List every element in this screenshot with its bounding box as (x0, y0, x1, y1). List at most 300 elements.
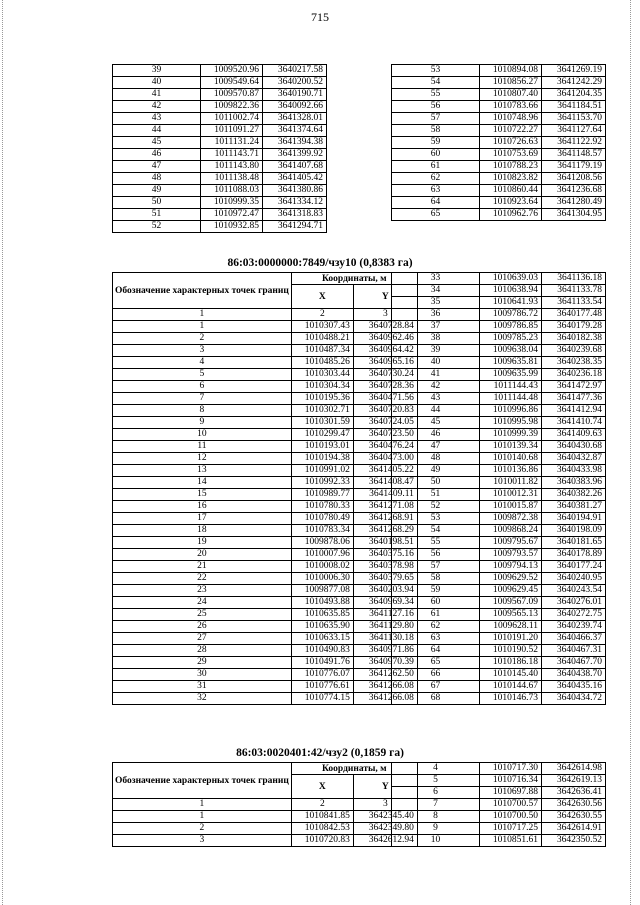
point-number: 35 (392, 297, 480, 309)
table-row (113, 345, 418, 357)
y-coordinate: 3641184.51 (542, 101, 606, 113)
table-row (392, 453, 606, 465)
point-number: 8 (113, 405, 292, 417)
x-coordinate: 1009795.67 (480, 537, 542, 549)
x-coordinate: 1010962.76 (480, 209, 542, 221)
table-row (113, 441, 418, 453)
designation-header: Обозначение характерных точек границ (113, 763, 292, 799)
table-row (392, 405, 606, 417)
point-number: 6 (392, 787, 480, 799)
point-number: 57 (392, 113, 480, 125)
point-number: 59 (392, 137, 480, 149)
table-row (392, 369, 606, 381)
y-coordinate: 3641318.83 (263, 209, 327, 221)
table-row (113, 149, 327, 161)
table-row (392, 137, 606, 149)
x-coordinate: 1011144.48 (480, 393, 542, 405)
y-coordinate: 3640378.98 (353, 561, 417, 573)
table-row (392, 489, 606, 501)
x-coordinate: 1009872.38 (480, 513, 542, 525)
point-number: 40 (113, 77, 201, 89)
point-number: 37 (392, 321, 480, 333)
table-row (392, 273, 606, 285)
table-row (113, 537, 418, 549)
point-number: 6 (113, 381, 292, 393)
table-row (392, 513, 606, 525)
x-coordinate: 1009785.23 (480, 333, 542, 345)
table-row (113, 489, 418, 501)
designation-header: Обозначение характерных точек границ (113, 273, 292, 309)
x-coordinate: 1010194.38 (291, 453, 353, 465)
point-number: 53 (392, 513, 480, 525)
y-coordinate: 3641133.78 (542, 285, 606, 297)
table-row (113, 185, 327, 197)
point-number: 34 (392, 285, 480, 297)
s2-right-table-wrap (391, 272, 606, 705)
x-coordinate: 1009878.06 (291, 537, 353, 549)
y-coordinate: 3641399.92 (263, 149, 327, 161)
point-number: 5 (113, 369, 292, 381)
s2-right-table (391, 272, 606, 705)
point-number: 30 (113, 669, 292, 681)
y-coordinate: 3640177.48 (542, 309, 606, 321)
point-number: 51 (113, 209, 201, 221)
x-coordinate: 1010991.02 (291, 465, 353, 477)
y-coordinate: 3641477.36 (542, 393, 606, 405)
point-number: 38 (392, 333, 480, 345)
table-row (392, 693, 606, 705)
table-row (113, 221, 327, 233)
y-coordinate: 3641334.12 (263, 197, 327, 209)
x-coordinate: 1009629.52 (480, 573, 542, 585)
x-coordinate: 1010972.47 (201, 209, 263, 221)
table-row (113, 357, 418, 369)
y-coordinate: 3641380.86 (263, 185, 327, 197)
table-row (392, 161, 606, 173)
x-coordinate: 1010860.44 (480, 185, 542, 197)
x-coordinate: 1010996.86 (480, 405, 542, 417)
x-coordinate: 1010011.82 (480, 477, 542, 489)
x-coordinate: 1009877.08 (291, 585, 353, 597)
x-coordinate: 1010195.36 (291, 393, 353, 405)
table-row (113, 393, 418, 405)
table-row (392, 609, 606, 621)
y-coordinate: 3640430.68 (542, 441, 606, 453)
point-number: 60 (392, 149, 480, 161)
x-coordinate: 1011091.27 (201, 125, 263, 137)
point-number: 28 (113, 645, 292, 657)
x-coordinate: 1009635.99 (480, 369, 542, 381)
y-coordinate: 3641394.38 (263, 137, 327, 149)
x-coordinate: 1010726.63 (480, 137, 542, 149)
table-row (392, 465, 606, 477)
point-number: 25 (113, 609, 292, 621)
point-number: 27 (113, 633, 292, 645)
y-coordinate: 3640240.95 (542, 573, 606, 585)
table-row (113, 549, 418, 561)
y-header: Y (353, 285, 417, 309)
point-number: 56 (392, 101, 480, 113)
y-coordinate: 3641374.64 (263, 125, 327, 137)
table-row (113, 429, 418, 441)
x-coordinate: 1009794.13 (480, 561, 542, 573)
point-number: 67 (392, 681, 480, 693)
table-row (113, 453, 418, 465)
table-row (392, 285, 606, 297)
y-coordinate: 3640181.65 (542, 537, 606, 549)
table-row (113, 465, 418, 477)
scan-edge-left (2, 0, 3, 905)
y-coordinate: 3641407.68 (263, 161, 327, 173)
point-number: 20 (113, 549, 292, 561)
s1-right-table-wrap (391, 64, 606, 221)
x-coordinate: 1009629.45 (480, 585, 542, 597)
x-coordinate: 1010136.86 (480, 465, 542, 477)
y-coordinate: 3640467.70 (542, 657, 606, 669)
point-number: 63 (392, 633, 480, 645)
point-number: 50 (113, 197, 201, 209)
table-row (113, 173, 327, 185)
x-coordinate: 1010894.08 (480, 65, 542, 77)
point-number: 49 (113, 185, 201, 197)
y-coordinate: 3640971.86 (353, 645, 417, 657)
y-coordinate: 3640381.27 (542, 501, 606, 513)
point-number: 3 (113, 345, 292, 357)
y-coordinate: 3640239.68 (542, 345, 606, 357)
x-coordinate: 1010139.34 (480, 441, 542, 453)
y-coordinate: 3640236.18 (542, 369, 606, 381)
y-coordinate: 3641127.64 (542, 125, 606, 137)
table-row (392, 417, 606, 429)
point-number: 14 (113, 477, 292, 489)
y-coordinate: 3642350.52 (542, 835, 606, 847)
table-row (113, 597, 418, 609)
table-row (392, 775, 606, 787)
x-coordinate: 1011143.80 (201, 161, 263, 173)
x-coordinate: 1010635.90 (291, 621, 353, 633)
table-row (113, 197, 327, 209)
y-coordinate: 3640239.74 (542, 621, 606, 633)
table-row (113, 161, 327, 173)
coords-header: Координаты, м (291, 273, 417, 285)
y-coordinate: 3641409.11 (353, 489, 417, 501)
point-number: 9 (113, 417, 292, 429)
x-coordinate: 1010303.44 (291, 369, 353, 381)
y-coordinate: 3640177.24 (542, 561, 606, 573)
point-number: 57 (392, 561, 480, 573)
table-row (392, 321, 606, 333)
x-coordinate: 1010145.40 (480, 669, 542, 681)
table-row (113, 321, 418, 333)
x-coordinate: 1010780.49 (291, 513, 353, 525)
table-row (392, 429, 606, 441)
x-coordinate: 1010783.34 (291, 525, 353, 537)
y-coordinate: 3642630.56 (542, 799, 606, 811)
x-coordinate: 1010491.76 (291, 657, 353, 669)
y-coordinate: 3640466.37 (542, 633, 606, 645)
x-coordinate: 1010635.85 (291, 609, 353, 621)
table-row (113, 823, 418, 835)
y-coordinate: 3640379.65 (353, 573, 417, 585)
point-number: 62 (392, 621, 480, 633)
x-coordinate: 1010788.23 (480, 161, 542, 173)
point-number: 39 (392, 345, 480, 357)
table-row (392, 381, 606, 393)
point-number: 50 (392, 477, 480, 489)
x-coordinate: 1010639.03 (480, 273, 542, 285)
x-coordinate: 1011138.48 (201, 173, 263, 185)
y-coordinate: 3640217.58 (263, 65, 327, 77)
point-number: 46 (392, 429, 480, 441)
table-row (113, 65, 327, 77)
table-row (392, 477, 606, 489)
point-number: 23 (113, 585, 292, 597)
x-coordinate: 1009570.87 (201, 89, 263, 101)
y-coordinate: 3641148.57 (542, 149, 606, 161)
y-coordinate: 3641472.97 (542, 381, 606, 393)
point-number: 3 (113, 835, 292, 847)
table-row (113, 89, 327, 101)
y-coordinate: 3640276.01 (542, 597, 606, 609)
y-coordinate: 3641262.50 (353, 669, 417, 681)
table-row (392, 345, 606, 357)
point-number: 29 (113, 657, 292, 669)
y-coordinate: 3640728.36 (353, 381, 417, 393)
y-coordinate: 3640720.83 (353, 405, 417, 417)
s1-left-table (112, 64, 327, 233)
x-coordinate: 1010633.15 (291, 633, 353, 645)
col-number-1: 1 (113, 309, 292, 321)
table-row (113, 333, 418, 345)
y-coordinate: 3640382.26 (542, 489, 606, 501)
y-coordinate: 3641328.01 (263, 113, 327, 125)
s3-title: 86:03:0020401:42/чзу2 (0,1859 га) (236, 747, 404, 759)
table-row (392, 297, 606, 309)
x-coordinate: 1010641.93 (480, 297, 542, 309)
table-row (392, 787, 606, 799)
point-number: 31 (113, 681, 292, 693)
table-row (392, 309, 606, 321)
y-coordinate: 3641409.63 (542, 429, 606, 441)
x-header: X (291, 285, 353, 309)
table-row (392, 185, 606, 197)
table-row (392, 645, 606, 657)
point-number: 65 (392, 657, 480, 669)
point-number: 22 (113, 573, 292, 585)
point-number: 62 (392, 173, 480, 185)
y-coordinate: 3640383.96 (542, 477, 606, 489)
point-number: 47 (392, 441, 480, 453)
point-number: 48 (113, 173, 201, 185)
table-row (113, 209, 327, 221)
y-coordinate: 3640203.94 (353, 585, 417, 597)
y-coordinate: 3640433.98 (542, 465, 606, 477)
point-number: 21 (113, 561, 292, 573)
y-coordinate: 3640434.72 (542, 693, 606, 705)
point-number: 18 (113, 525, 292, 537)
y-coordinate: 3640179.28 (542, 321, 606, 333)
point-number: 61 (392, 609, 480, 621)
s3-left-table (112, 762, 418, 847)
table-row (392, 633, 606, 645)
y-coordinate: 3640190.71 (263, 89, 327, 101)
point-number: 51 (392, 489, 480, 501)
point-number: 52 (392, 501, 480, 513)
point-number: 41 (113, 89, 201, 101)
x-coordinate: 1009520.96 (201, 65, 263, 77)
scan-edge-right (630, 0, 631, 905)
x-coordinate: 1010012.31 (480, 489, 542, 501)
x-coordinate: 1010493.88 (291, 597, 353, 609)
x-coordinate: 1010780.33 (291, 501, 353, 513)
point-number: 7 (113, 393, 292, 405)
table-row (392, 823, 606, 835)
x-coordinate: 1010487.34 (291, 345, 353, 357)
table-row (113, 501, 418, 513)
point-number: 43 (113, 113, 201, 125)
x-coordinate: 1009793.57 (480, 549, 542, 561)
x-coordinate: 1010722.27 (480, 125, 542, 137)
table-row (113, 609, 418, 621)
y-coordinate: 3641133.54 (542, 297, 606, 309)
point-number: 17 (113, 513, 292, 525)
x-coordinate: 1010851.61 (480, 835, 542, 847)
y-coordinate: 3642619.13 (542, 775, 606, 787)
x-coordinate: 1011144.43 (480, 381, 542, 393)
y-coordinate: 3641136.18 (542, 273, 606, 285)
x-coordinate: 1010776.07 (291, 669, 353, 681)
y-coordinate: 3641127.16 (353, 609, 417, 621)
y-coordinate: 3642636.41 (542, 787, 606, 799)
table-row (392, 65, 606, 77)
table-row (113, 573, 418, 585)
y-coordinate: 3641208.56 (542, 173, 606, 185)
point-number: 65 (392, 209, 480, 221)
table-row (392, 77, 606, 89)
table-row (113, 525, 418, 537)
point-number: 45 (392, 417, 480, 429)
point-number: 44 (113, 125, 201, 137)
col-number-3: 3 (353, 799, 417, 811)
table-row (392, 597, 606, 609)
x-coordinate: 1009786.85 (480, 321, 542, 333)
table-row (392, 125, 606, 137)
x-coordinate: 1010307.43 (291, 321, 353, 333)
y-coordinate: 3641130.18 (353, 633, 417, 645)
table-row (113, 561, 418, 573)
table-row (392, 333, 606, 345)
x-coordinate: 1010823.82 (480, 173, 542, 185)
table-row (392, 669, 606, 681)
point-number: 8 (392, 811, 480, 823)
y-coordinate: 3641405.42 (263, 173, 327, 185)
point-number: 54 (392, 77, 480, 89)
point-number: 15 (113, 489, 292, 501)
s3-right-table (391, 762, 606, 847)
point-number: 13 (113, 465, 292, 477)
point-number: 4 (113, 357, 292, 369)
point-number: 2 (113, 823, 292, 835)
x-coordinate: 1011088.03 (201, 185, 263, 197)
point-number: 60 (392, 597, 480, 609)
point-number: 46 (113, 149, 201, 161)
y-coordinate: 3640730.24 (353, 369, 417, 381)
col-number-1: 1 (113, 799, 292, 811)
y-coordinate: 3642630.55 (542, 811, 606, 823)
table-row (113, 417, 418, 429)
table-row (392, 811, 606, 823)
table-row (392, 525, 606, 537)
x-coordinate: 1010299.47 (291, 429, 353, 441)
x-coordinate: 1010774.15 (291, 693, 353, 705)
y-coordinate: 3641204.35 (542, 89, 606, 101)
point-number: 47 (113, 161, 201, 173)
table-row (113, 513, 418, 525)
y-coordinate: 3642612.94 (353, 835, 417, 847)
x-coordinate: 1010989.77 (291, 489, 353, 501)
x-coordinate: 1010144.67 (480, 681, 542, 693)
table-row (113, 369, 418, 381)
table-row (113, 77, 327, 89)
x-coordinate: 1010007.96 (291, 549, 353, 561)
table-row (392, 621, 606, 633)
point-number: 26 (113, 621, 292, 633)
x-header: X (291, 775, 353, 799)
table-row (113, 381, 418, 393)
y-coordinate: 3641129.80 (353, 621, 417, 633)
x-coordinate: 1009635.81 (480, 357, 542, 369)
y-coordinate: 3641269.19 (542, 65, 606, 77)
point-number: 11 (113, 441, 292, 453)
y-coordinate: 3641268.91 (353, 513, 417, 525)
y-coordinate: 3640473.00 (353, 453, 417, 465)
point-number: 56 (392, 549, 480, 561)
point-number: 64 (392, 645, 480, 657)
point-number: 33 (392, 273, 480, 285)
y-coordinate: 3640435.16 (542, 681, 606, 693)
point-number: 10 (113, 429, 292, 441)
table-row (392, 89, 606, 101)
point-number: 49 (392, 465, 480, 477)
point-number: 54 (392, 525, 480, 537)
table-row (113, 835, 418, 847)
x-coordinate: 1010856.27 (480, 77, 542, 89)
x-coordinate: 1010304.34 (291, 381, 353, 393)
x-coordinate: 1009638.04 (480, 345, 542, 357)
col-number-3: 3 (353, 309, 417, 321)
table-row (113, 681, 418, 693)
s1-right-table (391, 64, 606, 221)
x-coordinate: 1010191.20 (480, 633, 542, 645)
point-number: 68 (392, 693, 480, 705)
y-coordinate: 3640200.52 (263, 77, 327, 89)
x-coordinate: 1009786.72 (480, 309, 542, 321)
coords-header: Координаты, м (291, 763, 417, 775)
x-coordinate: 1010776.61 (291, 681, 353, 693)
x-coordinate: 1011143.71 (201, 149, 263, 161)
table-row (392, 173, 606, 185)
table-row (113, 645, 418, 657)
x-coordinate: 1010301.59 (291, 417, 353, 429)
y-coordinate: 3640723.50 (353, 429, 417, 441)
table-row (113, 669, 418, 681)
y-coordinate: 3642614.98 (542, 763, 606, 775)
point-number: 45 (113, 137, 201, 149)
point-number: 55 (392, 89, 480, 101)
table-row (392, 657, 606, 669)
x-coordinate: 1010807.40 (480, 89, 542, 101)
x-coordinate: 1009822.36 (201, 101, 263, 113)
